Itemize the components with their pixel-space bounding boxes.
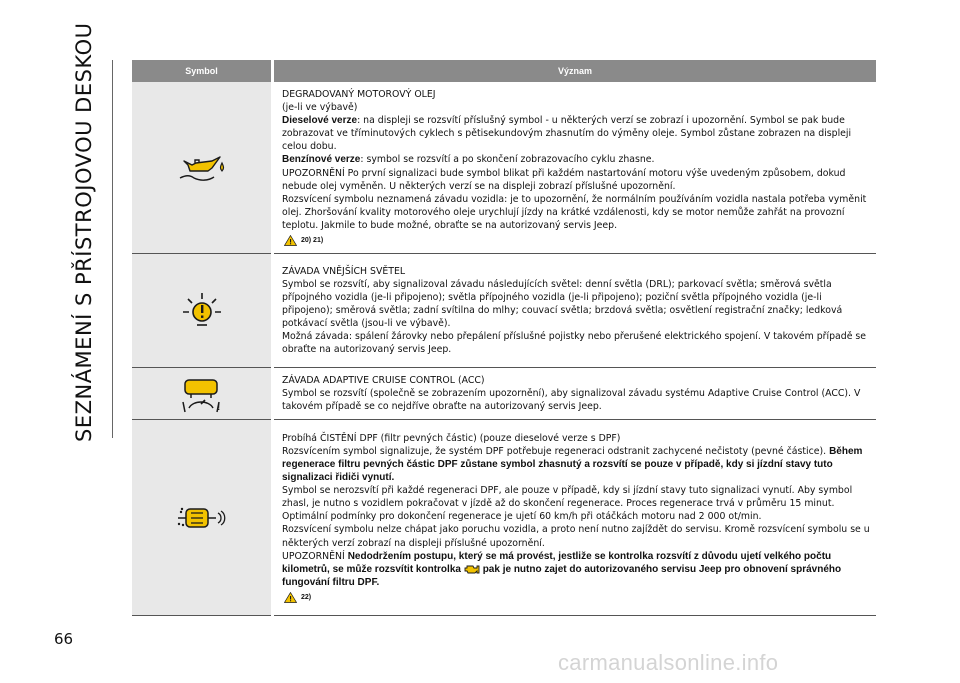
- dpf-filter-icon: [176, 509, 228, 526]
- body-text: Rozsvícením symbol signalizuje, že systém DPF potřebuje regeneraci odstranit zachycené nečistoty (pevné částice).: [282, 445, 830, 457]
- body-text: (je-li ve výbavě): [282, 102, 358, 114]
- exterior-light-fault-icon: [180, 302, 224, 319]
- body-text: ZÁVADA ADAPTIVE CRUISE CONTROL (ACC): [282, 375, 485, 387]
- meaning-line: [282, 374, 870, 387]
- table-header-row: [132, 60, 876, 82]
- svg-text:!: !: [216, 401, 220, 413]
- meaning-line: [282, 523, 870, 549]
- table-row: [132, 254, 876, 368]
- table-row: [132, 420, 876, 616]
- meaning-line: [282, 101, 870, 114]
- body-text: DEGRADOVANÝ MOTOROVÝ OLEJ: [282, 89, 436, 100]
- meaning-line: [282, 387, 870, 413]
- symbol-cell: [132, 420, 273, 616]
- reference-numbers: 20) 21): [301, 237, 324, 245]
- body-text: Probíhá ČISTĚNÍ DPF (filtr pevných částic) (pouze dieselové verze s DPF): [282, 432, 621, 444]
- body-text: Symbol se nerozsvítí při každé regeneraci DPF, ale pouze v případě, kdy si jízdní stavy tuto signalizaci vynutí. Aby symbol zhasl, je nutno s vozidlem pokračovat v jízdě až do skončení regenerace. Proces regenerace trvá v průměru 15 minut. Optimální podmínky pro dokončení regenerace je ujetí 60 km/h při otáčkách motoru nad 2 000 ot/min.: [282, 485, 853, 523]
- symbol-table: [132, 60, 876, 616]
- emphasis-text: Dieselové verze: [282, 115, 358, 127]
- meaning-cell: [273, 368, 877, 420]
- meaning-line: [282, 550, 870, 589]
- engine-icon: [461, 564, 480, 575]
- acc-fault-icon: [179, 385, 225, 413]
- meaning-line: [282, 88, 870, 101]
- meaning-line: [282, 153, 870, 166]
- body-text: : symbol se rozsvítí a po skončení zobrazovacího cyklu zhasne.: [360, 154, 655, 166]
- symbol-cell: [132, 368, 273, 420]
- meaning-line: [282, 432, 870, 445]
- meaning-line: [282, 445, 870, 484]
- oil-can-wave-icon: [178, 159, 226, 176]
- meaning-line: [282, 265, 870, 278]
- body-text: Možná závada: spálení žárovky nebo přepálení příslušné pojistky nebo přerušené elektrického spojení. V takovém případě se obraťte na autorizovaný servis Jeep.: [282, 331, 867, 356]
- meaning-line: [282, 278, 870, 330]
- meaning-line: [282, 330, 870, 356]
- meaning-line: [282, 167, 870, 193]
- warning-references: [284, 234, 323, 247]
- meaning-line: [282, 114, 870, 153]
- page-number: 66: [54, 630, 74, 648]
- reference-numbers: 22): [301, 593, 312, 601]
- body-text: ZÁVADA VNĚJŠÍCH SVĚTEL: [282, 265, 406, 277]
- meaning-cell: [273, 254, 877, 368]
- watermark: carmanualsonline.info: [558, 650, 779, 675]
- body-text: Rozsvícení symbolu neznamená závadu vozidla: je to upozornění, že normálním používáním vozidla nastala potřeba vyměnit olej. Zhoršování kvality motorového oleje urychlují jízdy na krátké vzdálenosti, kdy se motor nemůže zahřát na provozní teplotu. Jakmile to bude možné, obraťte se na autorizovaný servis Jeep.: [282, 193, 867, 231]
- header-symbol: Symbol: [132, 60, 273, 82]
- body-text: : na displeji se rozsvítí příslušný symbol - u některých verzí se zobrazí i upozornění. Symbol se pak bude zobrazovat ve tříminutových cyklech s pětisekundovým zhasnutím do výměny oleje. Symbol zůstane zobrazen na displeji celou dobu.: [282, 115, 852, 153]
- symbol-cell: [132, 82, 273, 254]
- body-text: UPOZORNĚNÍ: [282, 550, 348, 562]
- header-meaning: Význam: [273, 60, 877, 82]
- emphasis-text: Nedodržením postupu, který se má provést, jestliže se kontrolka rozsvítí z důvodu ujetí velkého počtu kilometrů, se může rozsvítit kontrolka: [282, 550, 832, 575]
- body-text: Symbol se rozsvítí, aby signalizoval závadu následujících světel: denní světla (DRL); parkovací světla; směrová světla přípojného vozidla (je-li připojeno); světla přípojného vozidla (je-li připojeno); poziční světla přípojného vozidla (je-li připojeno); směrová světla; zadní svítilna do mlhy; couvací světla; brzdová světla; osvětlení registrační značky; ledková potkávací světla (jsou-li ve výbavě).: [282, 278, 843, 330]
- meaning-cell: [273, 420, 877, 616]
- body-text: Symbol se rozsvítí (společně se zobrazením upozornění), aby signalizoval závadu systému Adaptive Cruise Control (ACC). V takovém případě se co nejdříve obraťte na autorizovaný servis Jeep.: [282, 388, 861, 413]
- symbol-cell: [132, 254, 273, 368]
- emphasis-text: Benzínové verze: [282, 154, 361, 166]
- table-row: [132, 82, 876, 254]
- body-text: UPOZORNĚNÍ Po první signalizaci bude symbol blikat při každém nastartování motoru výše uvedeným způsobem, dokud nebude olej vyměněn. U některých verzí se na displeji zobrazí příslušné upozornění.: [282, 167, 846, 192]
- chapter-title: SEZNÁMENÍ S PŘÍSTROJOVOU DESKOU: [72, 22, 96, 442]
- emphasis-text: Během regenerace filtru pevných částic DPF zůstane symbol zhasnutý a rozsvítí se pouze v případě, kdy si jízdní stavy tuto signalizaci řidiči vynutí.: [282, 445, 863, 484]
- warning-references: [284, 591, 311, 604]
- warning-triangle-icon: [284, 234, 297, 247]
- warning-triangle-icon: [284, 591, 297, 604]
- table-row: [132, 368, 876, 420]
- meaning-line: [282, 484, 870, 523]
- chapter-divider: [112, 60, 113, 438]
- emphasis-text: pak je nutno zajet do autorizovaného servisu Jeep pro obnovení správného fungování filtru DPF.: [282, 563, 842, 588]
- meaning-line: [282, 193, 870, 232]
- body-text: Rozsvícení symbolu nelze chápat jako poruchu vozidla, a proto není nutno zajíždět do servisu. Kromě rozsvícení symbolu se u některých verzí zobrazí na displeji příslušné upozornění.: [282, 524, 870, 549]
- meaning-cell: [273, 82, 877, 254]
